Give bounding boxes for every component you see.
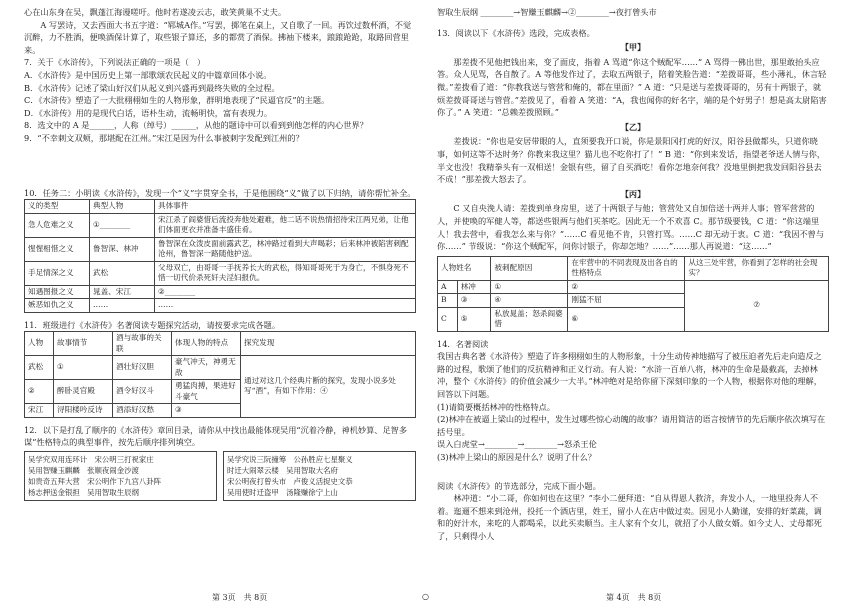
table-header: 探究发现 bbox=[241, 332, 416, 356]
table-cell: 知遇图报之义 bbox=[25, 285, 90, 299]
table-cell: 父母双亡，由哥哥一手抚养长大的武松，得知哥哥死于为身亡，不惧身死不惜一切代价杀死奸夫淫妇报仇。 bbox=[155, 261, 416, 285]
q8-stem: 8．选文中的 A 是______，人称（绰号）______，从他的题诗中可以看到到他怎样的内心世界？ bbox=[24, 120, 368, 131]
table-cell: 酒添好汉愁 bbox=[113, 404, 172, 418]
table-cell: ⑥ bbox=[568, 307, 685, 331]
q11-stem: 11．班级进行《水浒传》名著阅读专题探究活动，请按要求完成各题。 bbox=[24, 319, 281, 330]
q7-option-c: C．《水浒传》塑造了一大批栩栩如生的人物形象，群明地表现了“民逼官反”的主题。 bbox=[24, 95, 330, 106]
q12-chapter-boxes bbox=[24, 451, 416, 501]
table-cell: 豪气冲天，神勇无敌 bbox=[172, 356, 241, 380]
page-number-left: 第 3页 共 8页 bbox=[212, 593, 268, 602]
table-header-row bbox=[438, 256, 829, 280]
section-jia-text: 那差拨不见他把钱出来，变了面皮，指着 A 骂道“你这个贼配军……” A 骂得一佛出世，那里敢抬头应答。众人见骂，各自散了。A 等他发作过了，去取五两银子，陪着笑脸告道：“差拨哥哥，些小薄礼，休言轻微。”差拨看了道：“你教我送与管营和俺的，都在里面？” A 道：“只是送与差拨哥哥的，另有十两银子，就烦差拨哥哥送与管营。”差拨见了，看着 A 笑道：“A，我也闻你的好名字，端的是个好男子！想是高太尉陷害你了。” A 笑道：“总赖差拨照顾。” bbox=[437, 56, 827, 118]
reading-stem: 阅读《水浒传》的节选部分，完成下面小题。 bbox=[437, 480, 601, 491]
q13-stem: 13．阅读以下《水浒传》选段，完成表格。 bbox=[437, 27, 595, 38]
section-bing-text: C 又自央浼人请：差拨到单身房里，送了十两银子与他；管营处又自加倍送十两并人事；管军营营的人，并使唤的军健人等，都送些银两与他们买茶吃。因此无一个不欢喜 C。那节级要钱，C 道：“你这端里人！我去营中，看我怎么来与你？”……C 看见他不肯，只管打骂。……C 却无动于衷。C 道：“我因不曾与你……” 节级说：“你这个贼配军，问你讨银子，你却怎地？……”……那人再说道：“这……” bbox=[437, 203, 825, 252]
chapter-line: 吴用智赚玉麒麟 张顺夜闹金沙渡 bbox=[28, 465, 139, 475]
table-cell: A bbox=[438, 280, 458, 294]
table-cell: ②________ bbox=[155, 285, 416, 299]
table-cell: 急人危难之义 bbox=[25, 213, 90, 237]
table-cell: B bbox=[438, 294, 458, 308]
q7-option-a: A．《水浒传》是中国历史上第一部歌颂农民起义的中篇章回体小说。 bbox=[24, 69, 272, 80]
table-header-row bbox=[25, 332, 416, 356]
q7-option-d: D．《水浒传》用的是现代白话，语朴生动，流畅明快，富有表现力。 bbox=[24, 107, 273, 118]
answer-space bbox=[24, 145, 416, 187]
table-cell: 私放晁盖；怒杀阎婆惜 bbox=[491, 307, 568, 331]
section-jia-title: 【甲】 bbox=[620, 42, 646, 53]
binding-circle-icon: ○ bbox=[422, 592, 429, 601]
table-cell: 醉卧灵官殿 bbox=[54, 380, 113, 404]
chapter-box-left bbox=[24, 451, 217, 501]
table-header: 故事情节 bbox=[54, 332, 113, 356]
chapter-line: 宋公明夜打曾头市 卢俊义活捉史文恭 bbox=[227, 476, 353, 486]
table-header: 体现人物的特点 bbox=[172, 332, 241, 356]
table-header: 义的类型 bbox=[25, 200, 90, 214]
table-cell: 刚猛不屈 bbox=[568, 294, 685, 308]
table-cell: ⑤ bbox=[457, 307, 491, 331]
section-bing-title: 【丙】 bbox=[620, 188, 646, 199]
table-header-row bbox=[25, 200, 416, 214]
table-cell: 勇猛肉搏，果进好斗豪气 bbox=[172, 380, 241, 404]
q14-chain: 误入白虎堂→________→________→怒杀王伦 bbox=[437, 439, 597, 450]
q14-sub1: (1)请简要概括林冲的性格特点。 bbox=[437, 401, 556, 412]
poem-line: 心在山东身在吴，飘蓬江海谩嗟吁。他时若遂凌云志，敢笑黄巢不丈夫。 bbox=[24, 7, 287, 17]
table-cell: ① bbox=[491, 280, 568, 294]
table-cell: 酒令好汉斗 bbox=[113, 380, 172, 404]
table-cell: …… bbox=[155, 299, 416, 313]
table-cell: 通过对这几个经典片断的探究，发现小说多处写“酒”，有如下作用：④ bbox=[241, 356, 416, 418]
table-header: 从这三处牢营，你看到了怎样的社会现实？ bbox=[685, 256, 829, 280]
table-header: 人物姓名 bbox=[438, 256, 491, 280]
chapter-line: 如贵奇五拜大营 宋公明作下九宫八卦阵 bbox=[28, 476, 162, 486]
table-cell: ⑦ bbox=[685, 280, 829, 331]
section-yi-text: 差拨说：“你也是安居带眼的人，直须要我开口说，你是景阳冈打虎的好汉，阳谷县做都头，只道你晓事，如何这等不达时务？你教来我这里？猫儿也不吃你打了！” B 道：“你到来发话，指望老爷送人情与你，半文也没！我精拳头有一双相送！金银有些，留了自买酒吃！看你怎地奈何我？没地里倒把我发回阳谷县去不成！”那差拨大怒去了。 bbox=[437, 136, 826, 185]
table-cell: ③ bbox=[457, 294, 491, 308]
table-cell: 惺惺相惜之义 bbox=[25, 237, 90, 261]
q13-table bbox=[437, 256, 829, 332]
q11-table bbox=[24, 331, 416, 418]
left-page bbox=[24, 6, 416, 501]
table-cell: ② bbox=[568, 280, 685, 294]
table-header: 酒与故事的关联 bbox=[113, 332, 172, 356]
table-header: 具体事件 bbox=[155, 200, 416, 214]
table-header: 人物 bbox=[25, 332, 54, 356]
q10-stem: 10．任务二：小明读《水浒传》，发现一个“义”字贯穿全书，于是他围绕“义”做了以下归纳，请你帮忙补全。 bbox=[24, 187, 416, 198]
table-cell: 手足情深之义 bbox=[25, 261, 90, 285]
table-cell: ④ bbox=[491, 294, 568, 308]
table-cell: C bbox=[438, 307, 458, 331]
table-header: 典型人物 bbox=[90, 200, 155, 214]
table-row bbox=[25, 356, 416, 380]
table-cell: 武松 bbox=[25, 356, 54, 380]
q14-body: 我国古典名著《水浒传》塑造了许多栩栩如生的人物形象，十分生动传神地描写了被压迫者先后走向造反之路的过程，歌颂了他们的反抗精神和正义行动。有人说：“水浒一百单八将，林冲的生命是最截高，去掉林冲，整个《水浒传》的价值会减少一大半。”林冲绝对是给你留下深刻印象的一个人物，根据你对他的理解，回答以下问题。 bbox=[437, 351, 822, 400]
chapter-line: 时迁大闹翠云楼 吴用智取大名府 bbox=[227, 465, 338, 475]
section-yi-title: 【乙】 bbox=[620, 121, 646, 132]
table-row bbox=[25, 213, 416, 237]
table-header: 被刺配原因 bbox=[491, 256, 568, 280]
q12-stem: 12．以下是打乱了顺序的《水浒传》章回目录，请你从中找出最能体现吴用“沉着冷静，神机妙算、足智多谋”性格特点的典型事件，按先后顺序排列填空。 bbox=[24, 424, 408, 448]
q12-answer-chain: 智取生辰纲 ________→智赚玉麒麟→②________→夜打曾头市 bbox=[437, 7, 657, 17]
q10-table bbox=[24, 199, 416, 313]
table-cell: ② bbox=[25, 380, 54, 404]
chapter-line: 吴学究双用连环计 宋公明三打祝家庄 bbox=[28, 454, 154, 464]
q14-stem: 14．名著阅读 bbox=[437, 338, 489, 349]
table-row bbox=[25, 285, 416, 299]
q7-stem: 7．关于《水浒传》，下列说法正确的一项是（ ） bbox=[24, 57, 206, 68]
chapter-line: 吴学究说三阮撞筹 公孙胜应七星聚义 bbox=[227, 454, 353, 464]
table-cell: 酒壮好汉胆 bbox=[113, 356, 172, 380]
q14-sub3: (3)林冲上梁山的原因是什么？说明了什么？ bbox=[437, 452, 596, 463]
q14-sub2: (2)林冲在被逼上梁山的过程中，发生过哪些惊心动魄的故事？请用简洁的语言按情节的先后顺序依次填写在括号里。 bbox=[437, 414, 826, 437]
table-cell: …… bbox=[90, 299, 155, 313]
table-cell: 林冲 bbox=[457, 280, 491, 294]
page-number-right: 第 4页 共 8页 bbox=[606, 593, 662, 602]
table-row bbox=[25, 299, 416, 313]
chapter-box-right bbox=[223, 451, 416, 501]
table-cell: 鲁智深在众泼皮面前露武艺，林冲路过看到大声喝彩；后来林冲被陷害刺配沧州，鲁智深一路随他护送。 bbox=[155, 237, 416, 261]
table-header: 在牢营中的不同表现及出各自的性格特点 bbox=[568, 256, 685, 280]
table-row bbox=[25, 237, 416, 261]
table-row bbox=[438, 280, 829, 294]
passage-text: A 写罢诗，又去西面大书五字道：“郓城A作。”写罢，掷笔在桌上，又自歌了一回。再饮过数杯酒，不觉沉醉，力不胜酒，便唤酒保计算了，取些银子算还，多的都赏了酒保。拂袖下楼来，踉踉跄跄，取路回营里来。 bbox=[24, 19, 412, 55]
table-cell: 嫉恶如仇之义 bbox=[25, 299, 90, 313]
right-page bbox=[437, 6, 829, 543]
table-cell: 宋江杀了阎婆惜后流投奔他处避难，他二话不说热情招待宋江两兄弟，让他们体面更衣并准备丰盛佳肴。 bbox=[155, 213, 416, 237]
chapter-line: 杨志押送金银担 吴用智取生辰纲 bbox=[28, 487, 139, 497]
table-cell: ① bbox=[54, 356, 113, 380]
table-row bbox=[25, 261, 416, 285]
table-cell: 鲁智深、林冲 bbox=[90, 237, 155, 261]
table-cell: 武松 bbox=[90, 261, 155, 285]
chapter-line: 吴用使时迁盗甲 汤隆赚徐宁上山 bbox=[227, 487, 338, 497]
reading-body: 林冲道：“小二哥，你如何也在这里？”李小二便拜道：“自从得恩人救济，奔发小人，一地里投奔人不着。迤逦不想来到沧州，投托一个酒店里，姓王，留小人在店中做过卖。因见小人勤谨，安排的好菜蔬，调和的好汁水，来吃的人都喝采，以此买卖顺当。主人家有个女儿，就招了小人做女婿。如今丈人、丈母都死了，只剩得小人 bbox=[437, 493, 822, 541]
table-cell: 浔阳楼吟反诗 bbox=[54, 404, 113, 418]
q9-stem: 9．“不幸刺文双颊，那堪配在江州。”宋江是因为什么事被刺字发配到江州的？ bbox=[24, 132, 304, 143]
table-cell: ①________ bbox=[90, 213, 155, 237]
table-cell: ③ bbox=[172, 404, 241, 418]
q7-option-b: B．《水浒传》记述了梁山好汉们从起义到兴盛再到最终失败的全过程。 bbox=[24, 82, 280, 93]
table-cell: 晁盖、宋江 bbox=[90, 285, 155, 299]
table-cell: 宋江 bbox=[25, 404, 54, 418]
